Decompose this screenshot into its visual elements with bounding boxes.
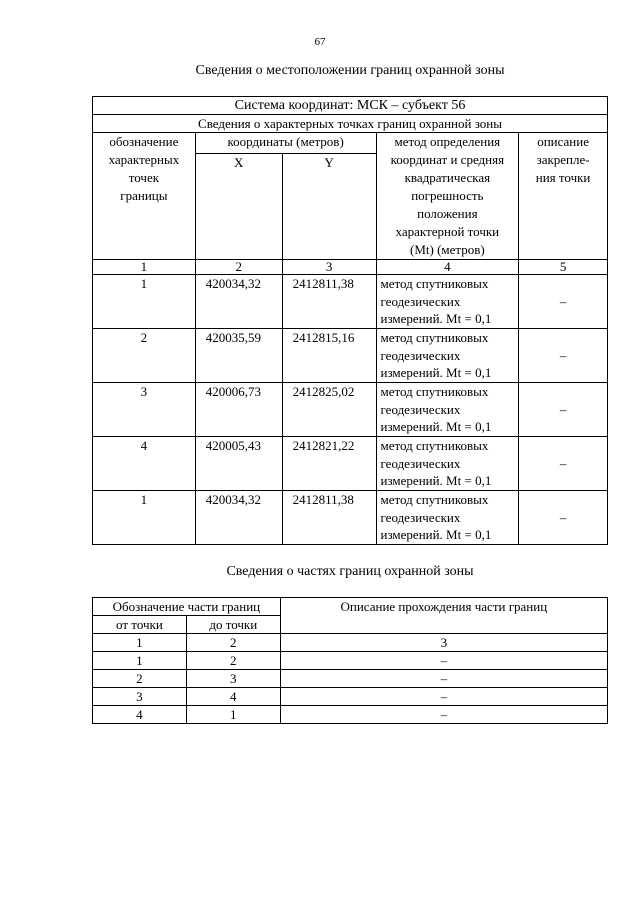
- table-row: [93, 383, 608, 437]
- point-y: 2412821,22: [282, 437, 376, 491]
- method-line: геодезических: [380, 509, 461, 525]
- header-x: X: [195, 154, 282, 260]
- part-from: 2: [93, 670, 187, 688]
- method-line: измерений. Mt = 0,1: [380, 527, 492, 542]
- method-line: метод спутниковых: [380, 276, 489, 291]
- point-method: [376, 275, 519, 329]
- header-method-line: метод определения: [394, 134, 501, 149]
- header-designation-line: точек: [128, 170, 160, 185]
- table-row: [93, 688, 608, 706]
- method-line: геодезических: [380, 455, 461, 471]
- table-row: [93, 706, 608, 724]
- point-fixing: –: [519, 383, 608, 437]
- point-id: 1: [93, 491, 196, 545]
- column-number: 3: [280, 634, 607, 652]
- point-y: 2412815,16: [282, 329, 376, 383]
- column-number: 2: [195, 260, 282, 275]
- point-fixing: –: [519, 275, 608, 329]
- header-y: Y: [282, 154, 376, 260]
- part-to: 3: [186, 670, 280, 688]
- header-designation: [93, 133, 196, 260]
- column-number: 1: [93, 634, 187, 652]
- method-line: измерений. Mt = 0,1: [380, 419, 492, 434]
- column-number: 4: [376, 260, 519, 275]
- subtitle-row: [93, 115, 608, 133]
- part-description: –: [280, 706, 607, 724]
- table-row: [93, 670, 608, 688]
- header-method-line: квадратическая: [404, 170, 491, 185]
- column-number: 2: [186, 634, 280, 652]
- point-method: [376, 437, 519, 491]
- point-x: 420034,32: [195, 491, 282, 545]
- header-method-line: положения: [417, 206, 478, 221]
- column-number: 1: [93, 260, 196, 275]
- method-line: геодезических: [380, 293, 461, 309]
- header-method-line: (Mt) (метров): [409, 242, 485, 257]
- header-method-line: координат и средняя: [390, 152, 505, 167]
- table-row: [93, 437, 608, 491]
- point-id: 4: [93, 437, 196, 491]
- point-y: 2412811,38: [282, 275, 376, 329]
- header-fixing-line: описание: [537, 134, 589, 149]
- header-part-description: Описание прохождения части границ: [280, 598, 607, 634]
- parts-number-row: [93, 634, 608, 652]
- part-to: 2: [186, 652, 280, 670]
- method-line: метод спутниковых: [380, 492, 489, 507]
- method-line: геодезических: [380, 347, 461, 363]
- header-fixing-line: ния точки: [535, 170, 591, 185]
- part-description: –: [280, 652, 607, 670]
- point-fixing: –: [519, 329, 608, 383]
- header-method-line: характерной точки: [395, 224, 500, 239]
- method-line: метод спутниковых: [380, 384, 489, 399]
- header-designation-line: характерных: [108, 152, 180, 167]
- coord-system-row: [93, 97, 608, 115]
- point-method: [376, 329, 519, 383]
- point-id: 2: [93, 329, 196, 383]
- point-fixing: –: [519, 491, 608, 545]
- boundary-points-table: [92, 96, 608, 545]
- table-row: [93, 275, 608, 329]
- point-x: 420005,43: [195, 437, 282, 491]
- parts-header-row: [93, 598, 608, 616]
- table-row: [93, 329, 608, 383]
- point-fixing: –: [519, 437, 608, 491]
- method-line: геодезических: [380, 401, 461, 417]
- point-x: 420035,59: [195, 329, 282, 383]
- part-description: –: [280, 670, 607, 688]
- header-from-point: от точки: [93, 616, 187, 634]
- method-line: метод спутниковых: [380, 438, 489, 453]
- column-number-row: [93, 260, 608, 275]
- subtitle-cell: Сведения о характерных точках границ охранной зоны: [93, 115, 608, 133]
- header-method-line: погрешность: [411, 188, 484, 203]
- header-part-designation: Обозначение части границ: [93, 598, 281, 616]
- method-line: измерений. Mt = 0,1: [380, 473, 492, 488]
- point-method: [376, 383, 519, 437]
- point-method: [376, 491, 519, 545]
- column-number: 3: [282, 260, 376, 275]
- point-id: 1: [93, 275, 196, 329]
- header-method: [376, 133, 519, 260]
- header-designation-line: границы: [120, 188, 168, 203]
- section-title-boundary-parts: Сведения о частях границ охранной зоны: [226, 564, 474, 579]
- part-from: 1: [93, 652, 187, 670]
- page-number: 67: [314, 36, 326, 48]
- column-number: 5: [519, 260, 608, 275]
- point-x: 420006,73: [195, 383, 282, 437]
- method-line: измерений. Mt = 0,1: [380, 365, 492, 380]
- point-y: 2412825,02: [282, 383, 376, 437]
- header-fixing-line: закрепле-: [536, 152, 590, 167]
- boundary-parts-table: [92, 597, 608, 724]
- header-row: [93, 133, 608, 154]
- part-description: –: [280, 688, 607, 706]
- table-row: [93, 652, 608, 670]
- header-designation-line: обозначение: [109, 134, 179, 149]
- point-y: 2412811,38: [282, 491, 376, 545]
- part-to: 1: [186, 706, 280, 724]
- header-coordinates: координаты (метров): [195, 133, 376, 154]
- method-line: измерений. Mt = 0,1: [380, 311, 492, 326]
- part-to: 4: [186, 688, 280, 706]
- header-to-point: до точки: [186, 616, 280, 634]
- section-title-boundary-location: Сведения о местоположении границ охранной зоны: [195, 63, 505, 78]
- part-from: 4: [93, 706, 187, 724]
- method-line: метод спутниковых: [380, 330, 489, 345]
- point-x: 420034,32: [195, 275, 282, 329]
- coord-system-cell: Система координат: МСК – субъект 56: [93, 97, 608, 115]
- header-fixing: [519, 133, 608, 260]
- part-from: 3: [93, 688, 187, 706]
- point-id: 3: [93, 383, 196, 437]
- table-row: [93, 491, 608, 545]
